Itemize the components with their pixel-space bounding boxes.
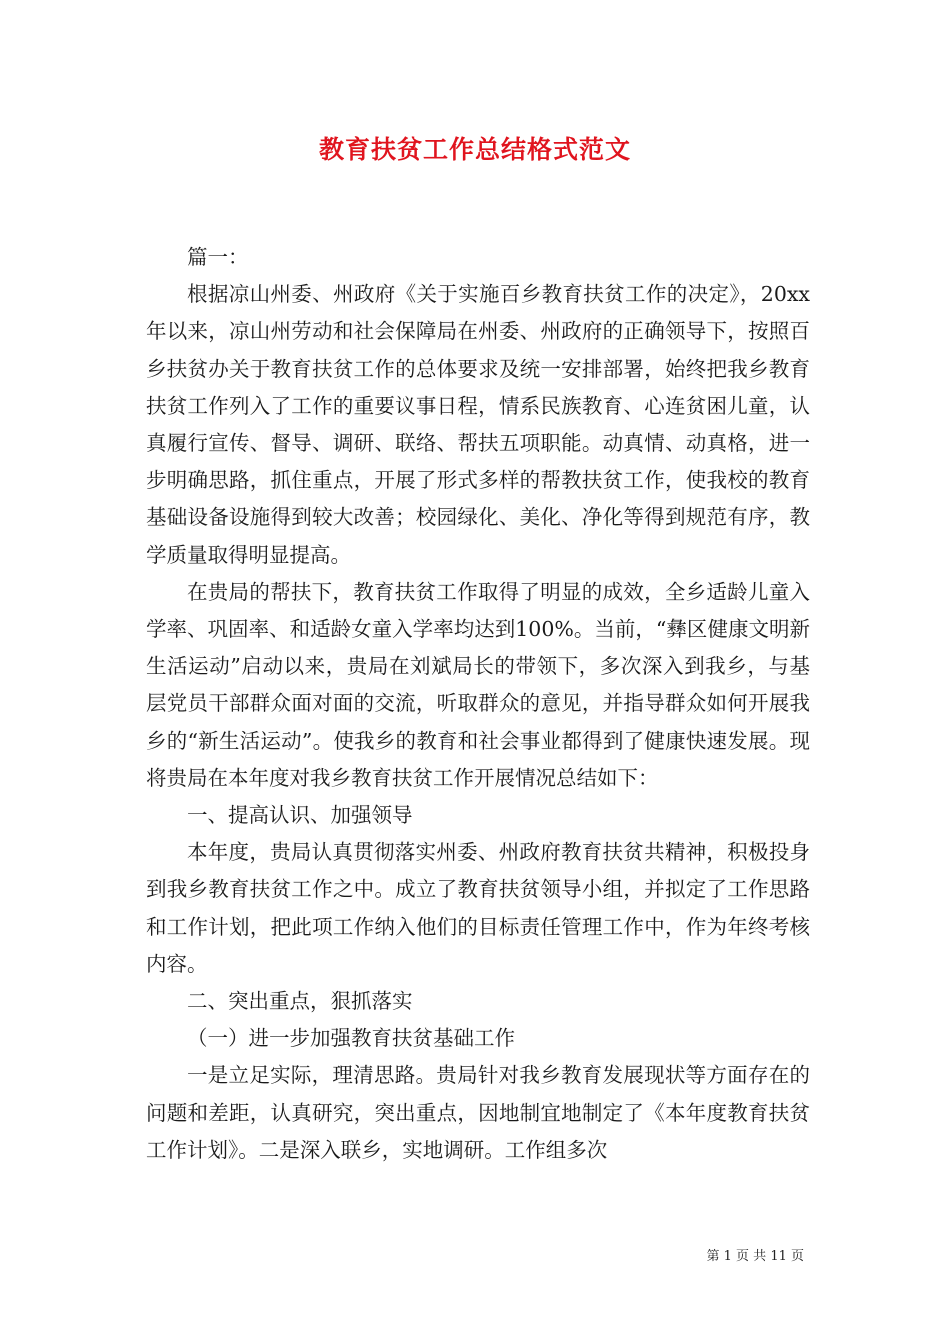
paragraph: 根据凉山州委、州政府《关于实施百乡教育扶贫工作的决定》，20xx年以来，凉山州劳动和社会保障局在州委、州政府的正确领导下，按照百乡扶贫办关于教育扶贫工作的总体要求及统一安排部署，始终把我乡教育扶贫工作列入了工作的重要议事日程，情系民族教育、心连贫困儿童，认真履行宣传、督导、调研、联络、帮扶五项职能。动真情、动真格，进一步明确思路，抓住重点，开展了形式多样的帮教扶贫工作，使我校的教育基础设备设施得到较大改善；校园绿化、美化、净化等得到规范有序，教学质量取得明显提高。 <box>146 282 810 567</box>
section-heading: 一、提高认识、加强领导 <box>187 803 413 828</box>
paragraph: 一是立足实际，理清思路。贵局针对我乡教育发展现状等方面存在的问题和差距，认真研究，突出重点，因地制宜地制定了《本年度教育扶贫工作计划》。二是深入联乡，实地调研。工作组多次 <box>146 1063 810 1162</box>
paragraph: 本年度，贵局认真贯彻落实州委、州政府教育扶贫共精神，积极投身到我乡教育扶贫工作之中。成立了教育扶贫领导小组，并拟定了工作思路和工作计划，把此项工作纳入他们的目标责任管理工作中，作为年终考核内容。 <box>146 840 810 976</box>
document-title: 教育扶贫工作总结格式范文 <box>318 135 631 164</box>
section-heading: 二、突出重点，狠抓落实 <box>187 989 413 1014</box>
subsection-heading: （一）进一步加强教育扶贫基础工作 <box>187 1026 515 1051</box>
document-body <box>146 239 810 1169</box>
paragraph: 在贵局的帮扶下，教育扶贫工作取得了明显的成效，全乡适龄儿童入学率、巩固率、和适龄女童入学率均达到100%。当前，“彝区健康文明新生活运动”启动以来，贵局在刘斌局长的带领下，多次深入到我乡，与基层党员干部群众面对面的交流，听取群众的意见，并指导群众如何开展我乡的“新生活运动”。使我乡的教育和社会事业都得到了健康快速发展。现将贵局在本年度对我乡教育扶贫工作开展情况总结如下： <box>146 579 810 790</box>
section-label: 篇一： <box>187 245 249 269</box>
page-number: 第 1 页 共 11 页 <box>706 1249 804 1264</box>
